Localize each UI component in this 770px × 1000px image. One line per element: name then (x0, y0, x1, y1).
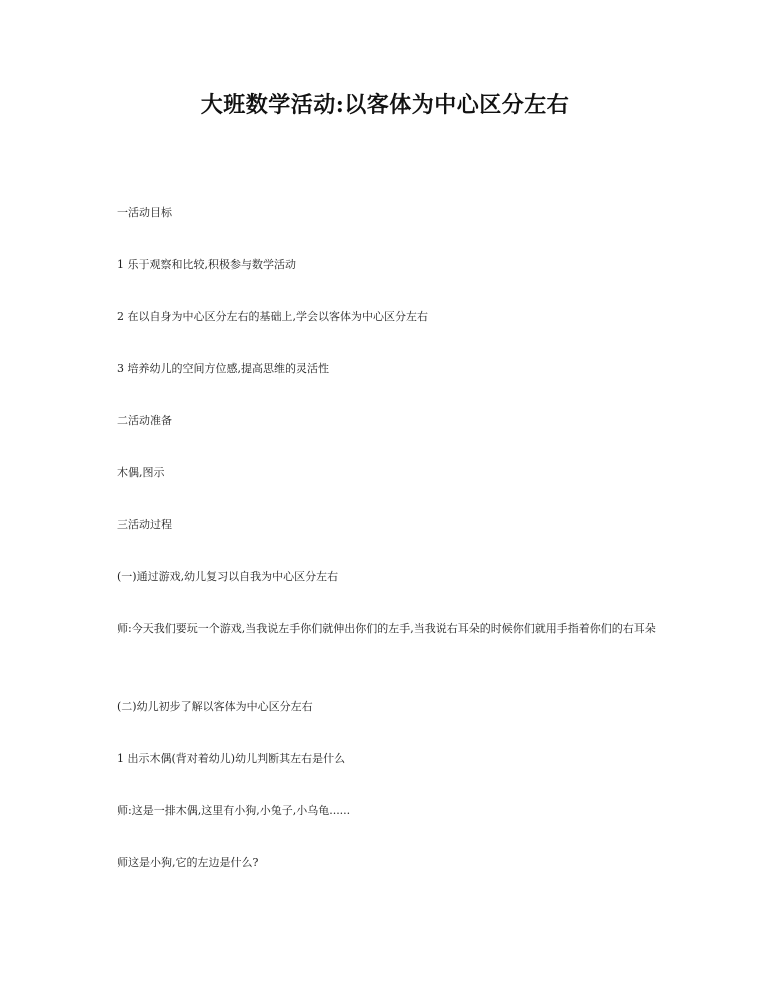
process-step-2-heading: (二)幼儿初步了解以客体为中心区分左右 (117, 700, 313, 713)
preparation-materials: 木偶,图示 (117, 466, 165, 479)
goal-item-2: 2 在以自身为中心区分左右的基础上,学会以客体为中心区分左右 (117, 310, 428, 323)
teacher-dialogue-1: 师:今天我们要玩一个游戏,当我说左手你们就伸出你们的左手,当我说右耳朵的时候你们就用手指着你们的右耳朵 (117, 622, 656, 635)
step-2-item-1: 1 出示木偶(背对着幼儿)幼儿判断其左右是什么 (117, 752, 346, 765)
process-step-1-heading: (一)通过游戏,幼儿复习以自我为中心区分左右 (117, 570, 339, 583)
section-heading-preparation: 二活动准备 (117, 414, 172, 427)
section-heading-process: 三活动过程 (117, 518, 172, 531)
document-title: 大班数学活动:以客体为中心区分左右 (200, 92, 570, 118)
teacher-dialogue-2: 师:这是一排木偶,这里有小狗,小兔子,小乌龟...... (117, 804, 351, 817)
teacher-dialogue-3: 师这是小狗,它的左边是什么? (117, 856, 259, 869)
section-heading-goals: 一活动目标 (117, 206, 172, 219)
goal-item-1: 1 乐于观察和比较,积极参与数学活动 (117, 258, 296, 271)
goal-item-3: 3 培养幼儿的空间方位感,提高思维的灵活性 (117, 362, 329, 375)
